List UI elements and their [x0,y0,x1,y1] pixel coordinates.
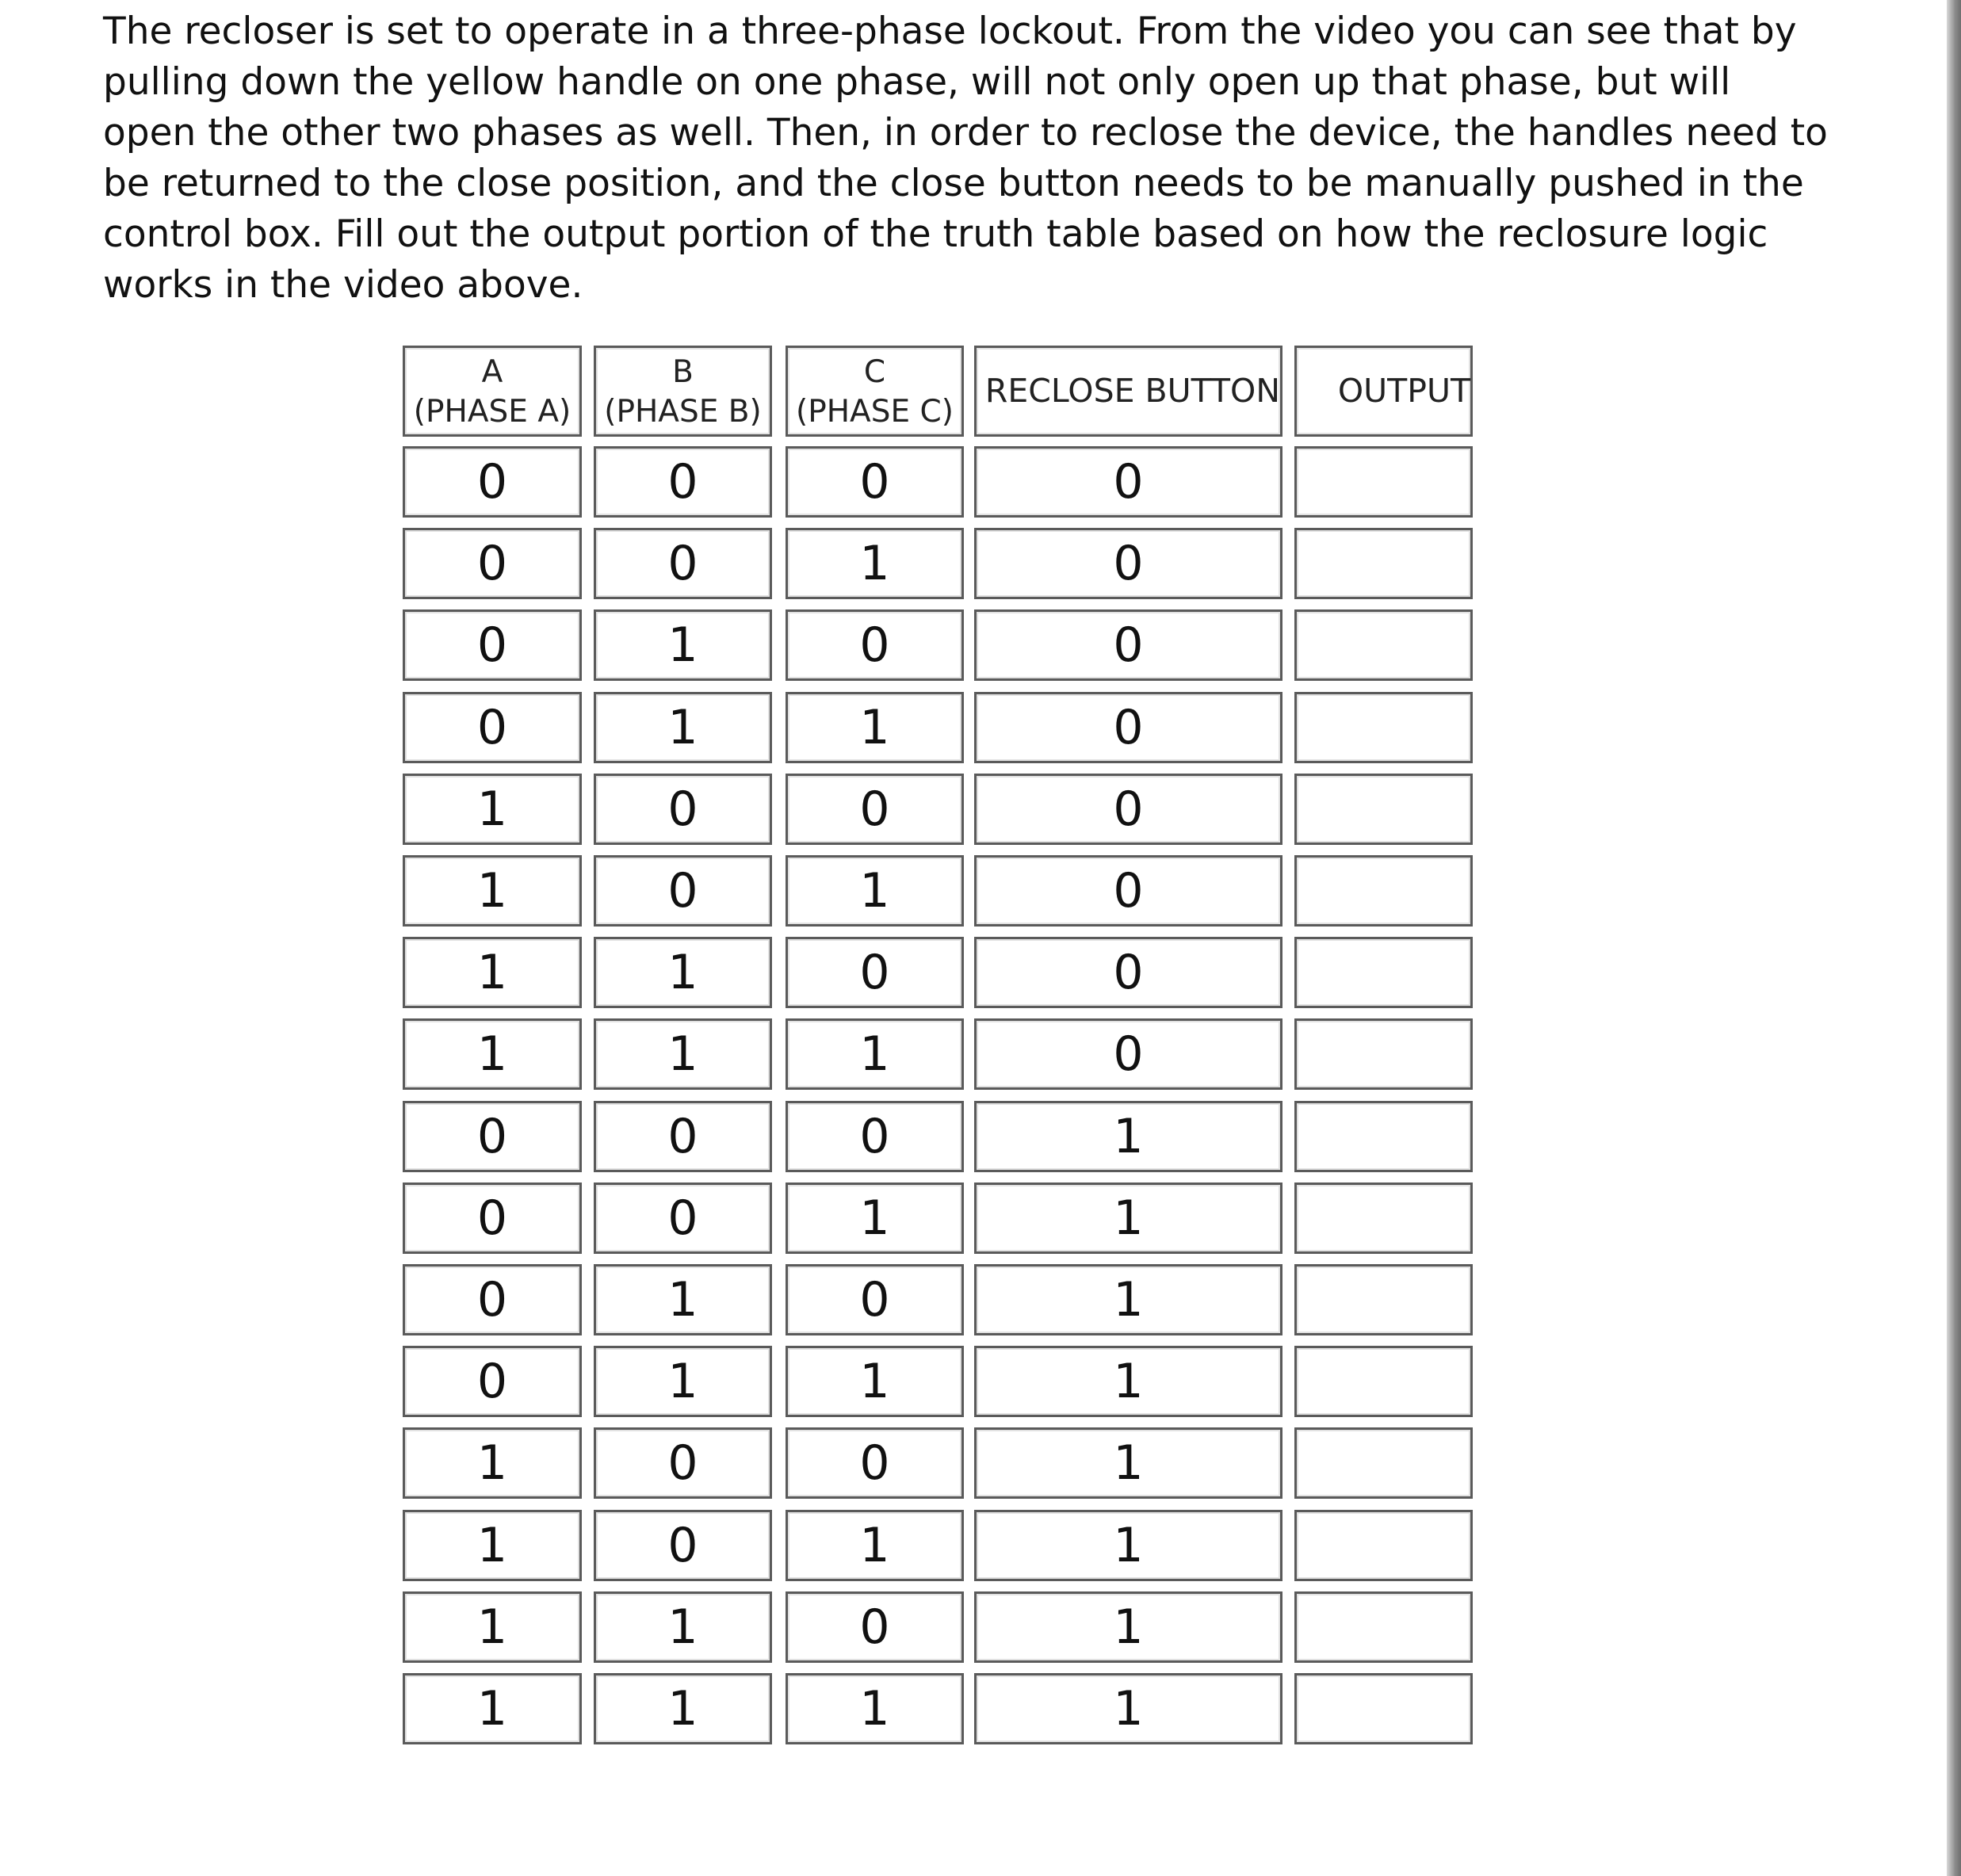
table-cell-reclose-button: 0 [974,774,1282,845]
table-cell-phase-b: 0 [594,774,772,845]
table-cell-phase-b: 1 [594,1264,772,1335]
table-cell-phase-c: 0 [786,1264,964,1335]
table-cell-phase-b: 0 [594,528,772,599]
table-cell-phase-b: 1 [594,609,772,681]
table-cell-reclose-button: 1 [974,1346,1282,1417]
table-cell-phase-a: 1 [403,774,582,845]
table-cell-reclose-button: 0 [974,446,1282,518]
header-label: (PHASE C) [796,394,954,430]
table-cell-phase-a: 0 [403,446,582,518]
table-cell-reclose-button: 1 [974,1427,1282,1499]
table-cell-phase-c: 0 [786,774,964,845]
header-phase-c [786,346,964,437]
table-cell-reclose-button: 1 [974,1673,1282,1744]
table-cell-phase-a: 1 [403,1591,582,1663]
header-phase-b [594,346,772,437]
table-cell-phase-b: 1 [594,692,772,763]
table-cell-phase-a: 1 [403,937,582,1008]
table-cell-phase-b: 1 [594,1346,772,1417]
table-cell-reclose-button: 0 [974,692,1282,763]
table-cell-reclose-button: 0 [974,855,1282,927]
table-cell-phase-a: 1 [403,1510,582,1581]
table-cell-phase-a: 0 [403,1264,582,1335]
table-cell-phase-b: 1 [594,1673,772,1744]
table-cell-phase-b: 1 [594,937,772,1008]
table-cell-phase-a: 1 [403,855,582,927]
table-cell-output[interactable] [1294,1510,1473,1581]
table-cell-output[interactable] [1294,446,1473,518]
table-cell-reclose-button: 1 [974,1183,1282,1254]
table-cell-phase-a: 0 [403,528,582,599]
table-cell-reclose-button: 1 [974,1264,1282,1335]
window-edge [1947,0,1961,1876]
header-reclose-button: RECLOSE BUTTON [974,346,1282,437]
table-cell-output[interactable] [1294,1591,1473,1663]
table-cell-phase-c: 0 [786,1591,964,1663]
header-phase-a [403,346,582,437]
table-cell-phase-b: 0 [594,1427,772,1499]
table-cell-phase-c: 0 [786,937,964,1008]
table-cell-phase-c: 1 [786,1346,964,1417]
header-letter: C [863,354,886,390]
table-cell-phase-b: 0 [594,1510,772,1581]
table-cell-phase-c: 1 [786,1510,964,1581]
header-label: (PHASE B) [604,394,762,430]
table-cell-phase-c: 1 [786,855,964,927]
table-cell-output[interactable] [1294,528,1473,599]
table-cell-phase-c: 1 [786,1183,964,1254]
table-cell-output[interactable] [1294,1264,1473,1335]
table-cell-output[interactable] [1294,1183,1473,1254]
table-cell-phase-c: 1 [786,692,964,763]
header-label: (PHASE A) [413,394,571,430]
table-cell-phase-b: 0 [594,1101,772,1172]
table-cell-output[interactable] [1294,855,1473,927]
table-cell-phase-b: 1 [594,1018,772,1090]
table-cell-phase-a: 0 [403,1346,582,1417]
table-cell-phase-c: 0 [786,609,964,681]
table-cell-phase-b: 0 [594,1183,772,1254]
table-cell-phase-c: 1 [786,1018,964,1090]
table-cell-phase-c: 0 [786,446,964,518]
table-cell-phase-b: 0 [594,446,772,518]
table-cell-phase-c: 0 [786,1427,964,1499]
header-letter: A [481,354,503,390]
table-cell-reclose-button: 0 [974,1018,1282,1090]
table-cell-phase-c: 1 [786,528,964,599]
table-cell-phase-a: 1 [403,1018,582,1090]
table-cell-reclose-button: 0 [974,609,1282,681]
table-cell-phase-c: 1 [786,1673,964,1744]
table-cell-phase-a: 1 [403,1673,582,1744]
table-cell-reclose-button: 1 [974,1591,1282,1663]
table-cell-phase-a: 0 [403,1183,582,1254]
header-letter: B [672,354,694,390]
table-cell-output[interactable] [1294,692,1473,763]
instructions-paragraph: The recloser is set to operate in a three-phase lockout. From the video you can see that by pulling down the yellow handle on one phase, will not only open up that phase, but will open the other two phases as well. Then, in order to reclose the device, the handles need to be returned to the close position, and the close button needs to be manually pushed in the control box. Fill out the output portion of the truth table based on how the reclosure logic works in the video above. [103,10,1828,307]
table-cell-output[interactable] [1294,1018,1473,1090]
table-cell-reclose-button: 0 [974,528,1282,599]
table-cell-output[interactable] [1294,1673,1473,1744]
table-cell-phase-c: 0 [786,1101,964,1172]
table-cell-output[interactable] [1294,1427,1473,1499]
table-cell-phase-b: 1 [594,1591,772,1663]
table-cell-output[interactable] [1294,1346,1473,1417]
table-cell-reclose-button: 1 [974,1510,1282,1581]
table-cell-output[interactable] [1294,774,1473,845]
table-cell-output[interactable] [1294,1101,1473,1172]
table-cell-phase-a: 0 [403,609,582,681]
header-output: OUTPUT [1294,346,1473,437]
table-cell-phase-b: 0 [594,855,772,927]
table-cell-output[interactable] [1294,609,1473,681]
table-cell-output[interactable] [1294,937,1473,1008]
table-cell-reclose-button: 1 [974,1101,1282,1172]
table-cell-reclose-button: 0 [974,937,1282,1008]
table-cell-phase-a: 0 [403,692,582,763]
table-cell-phase-a: 1 [403,1427,582,1499]
table-cell-phase-a: 0 [403,1101,582,1172]
